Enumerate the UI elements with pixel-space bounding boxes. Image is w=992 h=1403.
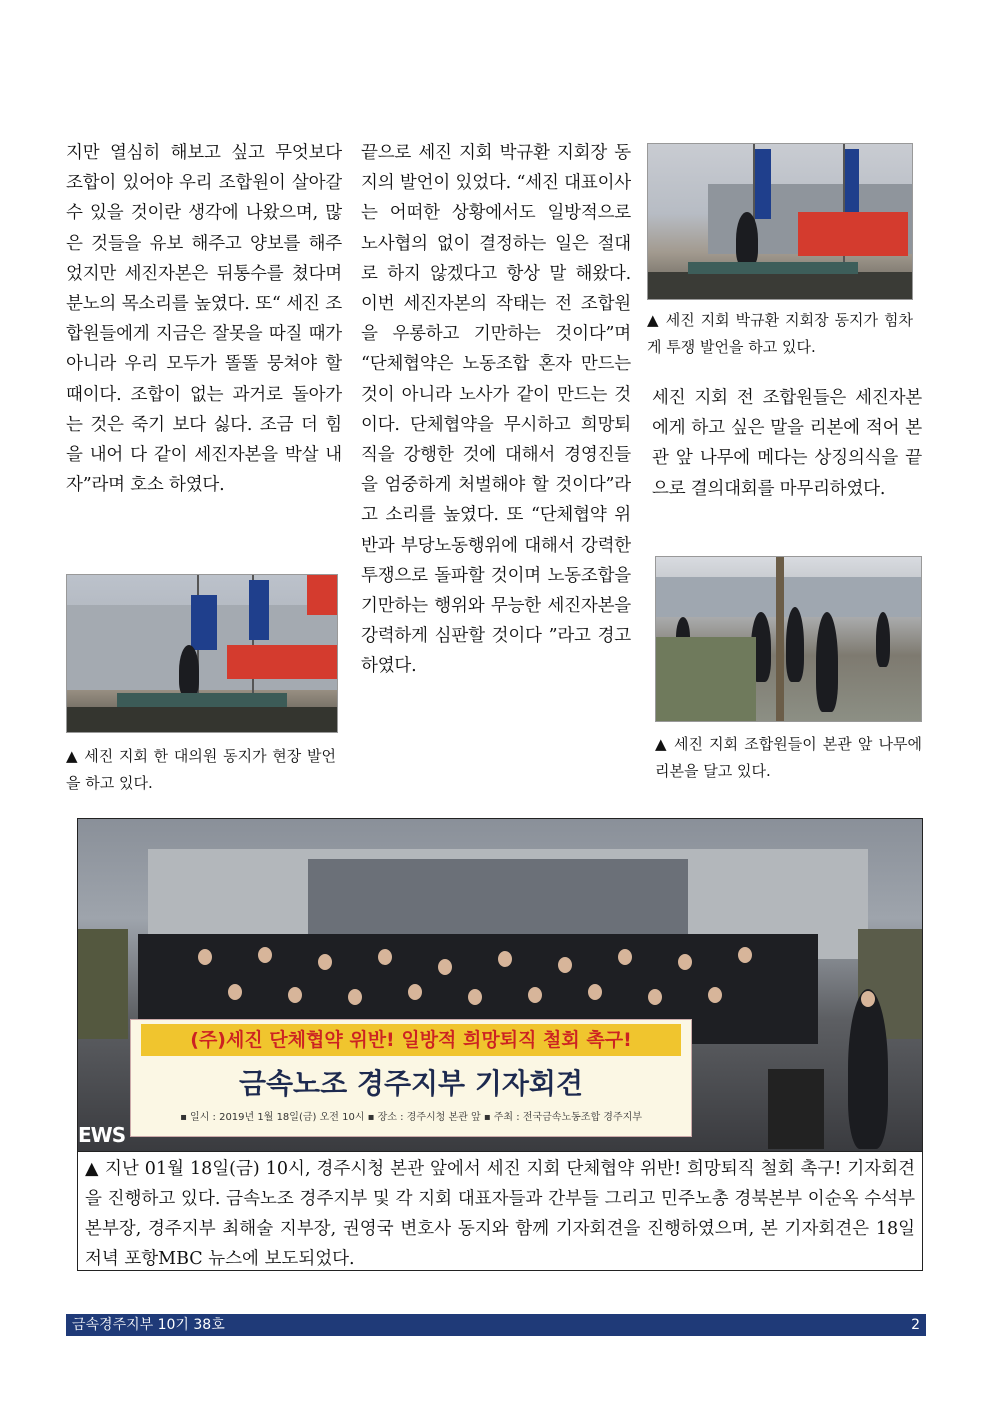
photo-branch-chief-speech	[647, 143, 913, 300]
press-caption-box	[77, 1150, 923, 1271]
publication-label: 금속경주지부 10기 38호	[72, 1317, 225, 1333]
photo-press-conference	[77, 818, 923, 1152]
article-column-3	[652, 383, 922, 504]
article-column-1	[66, 138, 342, 500]
banner-headline: (주)세진 단체협약 위반! 일방적 희망퇴직 철회 촉구!	[141, 1024, 681, 1056]
photo-caption: ▲ 지난 01월 18일(금) 10시, 경주시청 본관 앞에서 세진 지회 단체협약 위반! 희망퇴직 철회 촉구! 기자회견을 진행하고 있다. 금속노조 경주지부 및 각 지회 대표자들과 간부들 그리고 민주노총 경북본부 이순옥 수석부본부장, 경주지부 최해술 지부장, 권영국 변호사 동지와 함께 기자회견을 진행하였으며, 본 기자회견은 18일 저녁 포항MBC 뉴스에 보도되었다.	[85, 1159, 915, 1269]
photo-ribbon-tying	[655, 556, 922, 722]
banner-details: ▪ 일시 : 2019년 1월 18일(금) 오전 10시 ▪ 장소 : 경주시청 본관 앞 ▪ 주최 : 전국금속노동조합 경주지부	[180, 1112, 642, 1123]
photo-caption: ▲ 세진 지회 박규환 지회장 동지가 힘차게 투쟁 발언을 하고 있다.	[647, 311, 913, 356]
photo-caption: ▲ 세진 지회 한 대의원 동지가 현장 발언을 하고 있다.	[66, 747, 336, 792]
photo-delegate-speech	[66, 574, 338, 733]
article-paragraph: 지만 열심히 해보고 싶고 무엇보다 조합이 있어야 우리 조합원이 살아갈 수 있을 것이란 생각에 나왔으며, 많은 것들을 유보 해주고 양보를 해주었지만 세진자본은 뒤통수를 쳤다며 분노의 목소리를 높였다. 또“ 세진 조합원들에게 지금은 잘못을 따질 때가 아니라 우리 모두가 똘똘 뭉쳐야 할 때이다. 조합이 없는 과거로 돌아가는 것은 죽기 보다 싫다. 조금 더 힘을 내어 다 같이 세진자본을 박살 내자”라며 호소 하였다.	[66, 143, 342, 496]
page-footer	[66, 1314, 926, 1336]
article-column-2	[361, 138, 631, 682]
banner-title: 금속노조 경주지부 기자회견	[238, 1067, 584, 1100]
article-paragraph: 끝으로 세진 지회 박규환 지회장 동지의 발언이 있었다. “세진 대표이사는 어떠한 상황에서도 일방적으로 노사협의 없이 결정하는 일은 절대로 하지 않겠다고 항상 말 해왔다. 이번 세진자본의 작태는 전 조합원을 우롱하고 기만하는 것이다”며 “단체협약은 노동조합 혼자 만드는 것이 아니라 노사가 같이 만드는 것이다. 단체협약을 무시하고 희망퇴직을 강행한 것에 대해서 경영진들을 엄중하게 처벌해야 할 것이다”라고 소리를 높였다. 또 “단체협약 위반과 부당노동행위에 대해서 강력한 투쟁으로 돌파할 것이며 노동조합을 기만하는 행위와 무능한 세진자본을 강력하게 심판할 것이다 ”라고 경고하였다.	[361, 143, 631, 677]
photo-caption: ▲ 세진 지회 조합원들이 본관 앞 나무에 리본을 달고 있다.	[655, 735, 922, 780]
press-banner	[130, 1019, 692, 1137]
page-number: 2	[911, 1317, 920, 1333]
article-paragraph: 세진 지회 전 조합원들은 세진자본에게 하고 싶은 말을 리본에 적어 본관 앞 나무에 메다는 상징의식을 끝으로 결의대회를 마무리하였다.	[652, 388, 922, 499]
news-tag: EWS	[78, 1123, 126, 1147]
